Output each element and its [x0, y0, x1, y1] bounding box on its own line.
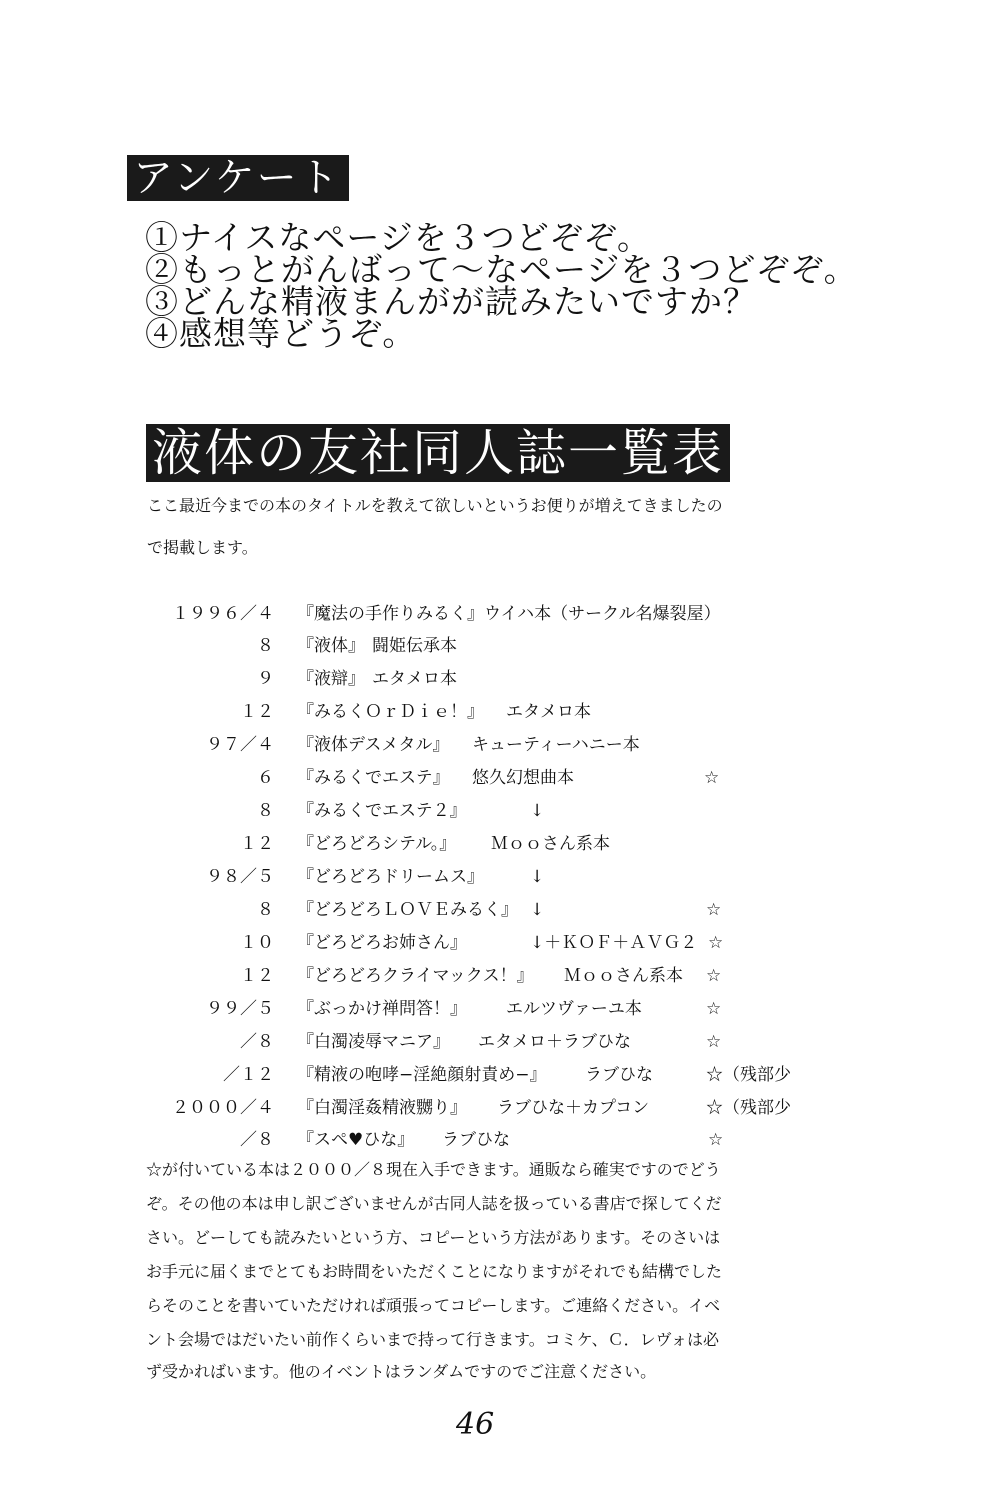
catalog-title: 『みるくＯｒＤｉｅ！』: [297, 702, 484, 722]
star-icon: ☆: [706, 900, 722, 920]
catalog-title: 『みるくでエステ２』: [297, 801, 467, 821]
star-icon: ☆: [704, 768, 720, 788]
closing-line-7: ず受かればいます。他のイベントはランダムですのでご注意ください。: [146, 1362, 657, 1381]
catalog-title: 『どろどろシテル。』: [297, 834, 457, 854]
catalog-row: [0, 832, 1000, 856]
catalog-row: [0, 766, 1000, 790]
catalog-row: [0, 634, 1000, 658]
catalog-date: １０: [240, 933, 274, 953]
catalog-row: [0, 865, 1000, 889]
catalog-note: Ｍｏｏさん系本: [491, 834, 610, 854]
survey-question-3: ③どんな精液まんがが読みたいですか？: [145, 282, 757, 321]
catalog-note: 闘姫伝承本: [372, 636, 457, 656]
catalog-note: ↓＋ＫＯＦ＋ＡＶＧ２: [530, 933, 698, 953]
catalog-row: [0, 1063, 1000, 1087]
catalog-date: ２０００／４: [172, 1098, 274, 1118]
closing-line-4: お手元に届くまでとてもお時間をいただくことになりますがそれでも結構でした: [146, 1262, 723, 1281]
catalog-title: 『魔法の手作りみるく』ウイハ本（サークル名爆裂屋）: [297, 604, 721, 624]
catalog-note: ラブひな: [442, 1130, 510, 1150]
star-icon: ☆（残部少: [706, 1065, 791, 1085]
down-arrow-icon: ↓: [530, 801, 545, 821]
catalog-row: [0, 898, 1000, 922]
catalog-date: ６: [257, 768, 274, 788]
catalog-date: ９９／５: [206, 999, 274, 1019]
catalog-row: [0, 667, 1000, 691]
catalog-date: ９８／５: [206, 867, 274, 887]
catalog-title: 『どろどろクライマックス！』: [297, 966, 534, 986]
star-icon: ☆（残部少: [706, 1098, 791, 1118]
catalog-row: [0, 733, 1000, 757]
catalog-date: １２: [240, 966, 274, 986]
catalog-date: １２: [240, 702, 274, 722]
catalog-date: ／１２: [223, 1065, 274, 1085]
catalog-row: [0, 1096, 1000, 1120]
catalog-date: １２: [240, 834, 274, 854]
catalog-title: 『液体デスメタル』: [297, 735, 450, 755]
catalog-row: [0, 602, 1000, 626]
catalog-title: 『どろどろＬＯＶＥみるく』: [297, 900, 518, 920]
catalog-note: Ｍｏｏさん系本: [564, 966, 683, 986]
star-icon: ☆: [706, 1032, 722, 1052]
catalog-title: 『液辯』: [297, 669, 365, 689]
closing-line-3: さい。どーしても読みたいという方、コピーという方法があります。そのさいは: [146, 1228, 721, 1247]
star-icon: ☆: [706, 999, 722, 1019]
down-arrow-icon: ↓: [530, 867, 545, 887]
catalog-note: ラブひな: [585, 1065, 653, 1085]
catalog-title: 『液体』: [297, 636, 365, 656]
catalog-row: [0, 931, 1000, 955]
catalog-row: [0, 1030, 1000, 1054]
catalog-row: [0, 700, 1000, 724]
catalog-date: ８: [257, 801, 274, 821]
catalog-title: 『スペ♥ひな』: [297, 1130, 415, 1150]
down-arrow-icon: ↓: [530, 900, 545, 920]
catalog-row: [0, 964, 1000, 988]
catalog-date: ９７／４: [206, 735, 274, 755]
page-number: 46: [456, 1407, 495, 1442]
catalog-title: 『白濁凌辱マニア』: [297, 1032, 450, 1052]
catalog-title: 『精液の咆哮−淫絶顔射責め−』: [297, 1065, 547, 1085]
closing-line-6: ント会場ではだいたい前作くらいまで持って行きます。コミケ、Ｃ．レヴォは必: [146, 1330, 719, 1349]
catalog-intro-line-2: で掲載します。: [147, 538, 258, 557]
catalog-intro-line-1: ここ最近今までの本のタイトルを教えて欲しいというお便りが増えてきましたの: [147, 496, 723, 515]
catalog-date: ／８: [240, 1032, 274, 1052]
catalog-date: ／８: [240, 1130, 274, 1150]
catalog-row: [0, 799, 1000, 823]
catalog-title: 『白濁淫姦精液嬲り』: [297, 1098, 467, 1118]
catalog-note: キューティーハニー本: [472, 735, 640, 755]
star-icon: ☆: [708, 933, 724, 953]
catalog-heading: 液体の友社同人誌一覧表: [146, 424, 730, 482]
catalog-date: ８: [257, 636, 274, 656]
closing-line-1: ☆が付いている本は２０００／８現在入手できます。通販なら確実ですのでどう: [146, 1160, 721, 1179]
catalog-date: ９: [257, 669, 274, 689]
survey-question-1: ①ナイスなページを３つどぞぞ。: [145, 218, 652, 257]
closing-line-2: ぞ。その他の本は申し訳ございませんが古同人誌を扱っている書店で探してくだ: [146, 1194, 722, 1213]
catalog-date: １９９６／４: [172, 604, 274, 624]
catalog-title: 『どろどろお姉さん』: [297, 933, 467, 953]
survey-question-2: ②もっとがんばって〜なページを３つどぞぞ。: [145, 250, 858, 289]
catalog-note: エタメロ＋ラブひな: [478, 1032, 631, 1052]
survey-heading: アンケート: [127, 155, 349, 201]
catalog-note: エタメロ本: [372, 669, 457, 689]
catalog-row: [0, 1128, 1000, 1152]
catalog-note: 悠久幻想曲本: [472, 768, 574, 788]
catalog-date: ８: [257, 900, 274, 920]
catalog-note: ラブひな＋カプコン: [497, 1098, 650, 1118]
star-icon: ☆: [706, 966, 722, 986]
star-icon: ☆: [708, 1130, 724, 1150]
catalog-row: [0, 997, 1000, 1021]
catalog-title: 『ぶっかけ禅問答！』: [297, 999, 467, 1019]
catalog-note: エルツヴァーユ本: [506, 999, 642, 1019]
catalog-title: 『どろどろドリームス』: [297, 867, 484, 887]
survey-question-4: ④感想等どうぞ。: [145, 314, 417, 353]
catalog-note: エタメロ本: [506, 702, 591, 722]
closing-line-5: らそのことを書いていただければ頑張ってコピーします。ご連絡ください。イベ: [146, 1296, 721, 1315]
catalog-title: 『みるくでエステ』: [297, 768, 450, 788]
